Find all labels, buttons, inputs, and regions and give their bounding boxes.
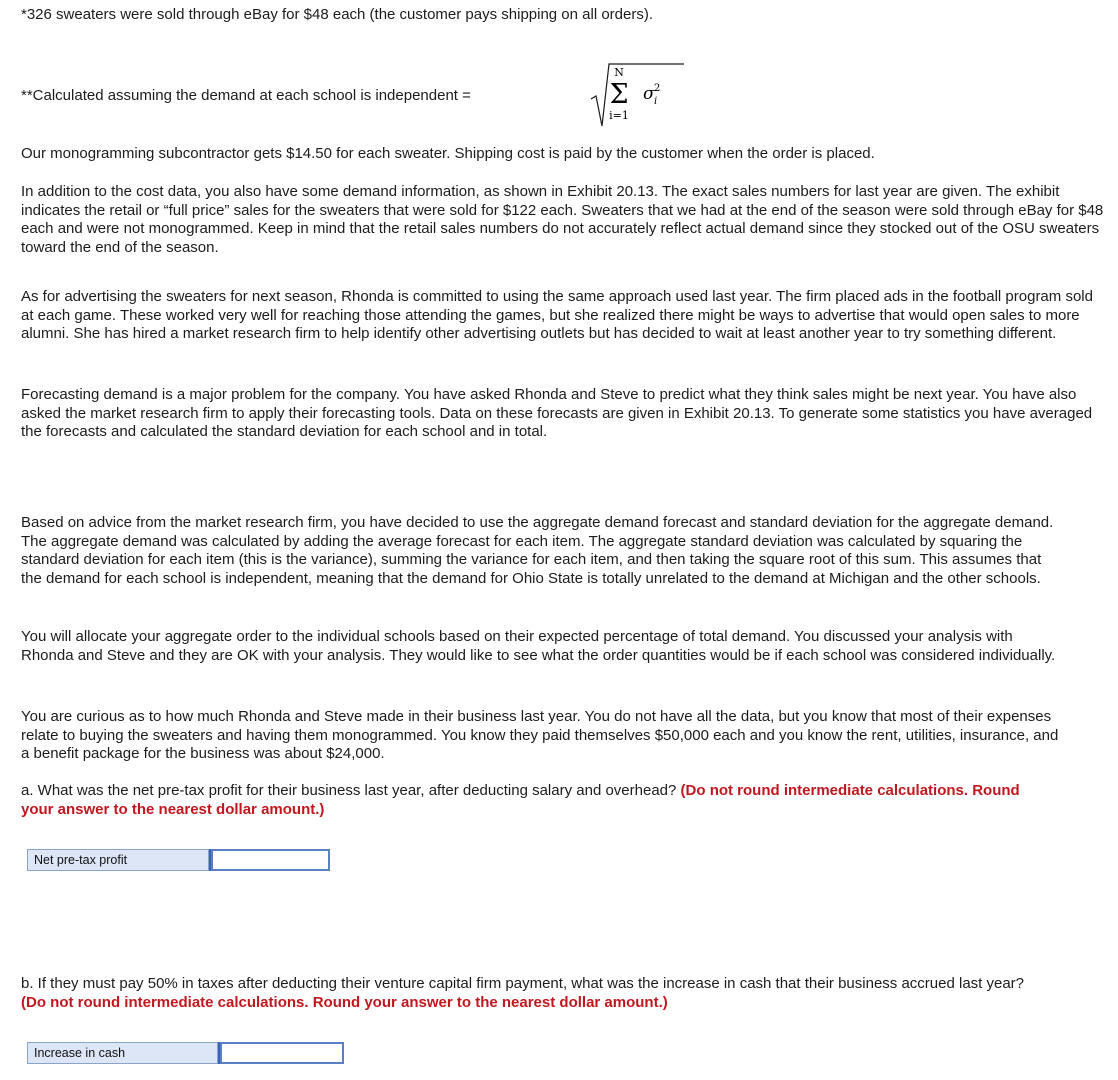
formula-upper-limit: N	[614, 66, 624, 79]
net-pretax-profit-label: Net pre-tax profit	[27, 849, 209, 871]
footnote-independence-label: **Calculated assuming the demand at each school is independent =	[21, 87, 471, 104]
paragraph-subcontractor: Our monogramming subcontractor gets $14.50 for each sweater. Shipping cost is paid by the customer when the order is placed.	[21, 145, 875, 162]
net-pretax-profit-row	[27, 849, 330, 871]
formula-exponent: 2	[654, 83, 661, 94]
sqrt-sum-variance-formula	[589, 60, 689, 130]
increase-in-cash-input[interactable]	[220, 1042, 344, 1064]
independence-footnote	[21, 60, 721, 130]
paragraph-demand-info: In addition to the cost data, you also have some demand information, as shown in Exhibit 20.13. The exact sales numbers for last year are given. The exhibit indicates the retail or “full price” sales for the sweaters that were sold for $122 each. Sweaters that we had at the end of the season were sold through eBay for $48 each and were not monogrammed. Keep in mind that the retail sales numbers do not accurately reflect actual demand since they stocked out of the OSU sweaters toward the end of the season.	[21, 183, 1104, 256]
question-a-text: a. What was the net pre-tax profit for their business last year, after deducting salary and overhead?	[21, 782, 681, 799]
paragraph-forecasting: Forecasting demand is a major problem for the company. You have asked Rhonda and Steve to predict what they think sales might be next year. You have also asked the market research firm to apply their forecasting tools. Data on these forecasts are given in Exhibit 20.13. To generate some statistics you have averaged the forecasts and calculated the standard deviation for each school and in total.	[21, 386, 1093, 440]
question-b-instruction: (Do not round intermediate calculations. Round your answer to the nearest dollar amount.)	[21, 993, 668, 1011]
svg-text:Σ: Σ	[609, 79, 629, 110]
formula-sigma: σ	[643, 84, 655, 104]
question-a-instruction: (Do not round intermediate calculations. Round your answer to the nearest dollar amount.)	[21, 782, 1020, 818]
footnote-ebay: *326 sweaters were sold through eBay for $48 each (the customer pays shipping on all orders).	[21, 6, 654, 23]
formula-subscript: i	[654, 96, 658, 107]
question-b	[21, 975, 1041, 1012]
increase-in-cash-label: Increase in cash	[27, 1042, 218, 1064]
question-a	[21, 782, 1021, 819]
paragraph-aggregate-demand: Based on advice from the market research firm, you have decided to use the aggregate demand forecast and standard deviation for the aggregate demand. The aggregate demand was calculated by adding the average forecast for each item. The aggregate standard deviation was calculated by squaring the standard deviation for each item (this is the variance), summing the variance for each item, and then taking the square root of this sum. This assumes that the demand for each school is independent, meaning that the demand for Ohio State is totally unrelated to the demand at Michigan and the other schools.	[21, 514, 1054, 587]
formula-lower-limit: i=1	[609, 109, 629, 122]
increase-in-cash-row	[27, 1042, 344, 1064]
paragraph-business-expenses: You are curious as to how much Rhonda and Steve made in their business last year. You do not have all the data, but you know that most of their expenses relate to buying the sweaters and having them monogrammed. You know they paid themselves $50,000 each and you know the rent, utilities, insurance, and a benefit package for the business was about $24,000.	[21, 708, 1059, 762]
question-b-text: b. If they must pay 50% in taxes after deducting their venture capital firm payment, what was the increase in cash that their business accrued last year?	[21, 975, 1025, 992]
paragraph-advertising: As for advertising the sweaters for next season, Rhonda is committed to using the same approach used last year. The firm placed ads in the football program sold at each game. These worked very well for reaching those attending the games, but she realized there might be ways to advertise that would open sales to more alumni. She has hired a market research firm to help identify other advertising outlets but has decided to wait at least another year to try something different.	[21, 288, 1093, 342]
paragraph-allocation: You will allocate your aggregate order to the individual schools based on their expected percentage of total demand. You discussed your analysis with Rhonda and Steve and they are OK with your analysis. They would like to see what the order quantities would be if each school was considered individually.	[21, 628, 1056, 664]
net-pretax-profit-input[interactable]	[211, 849, 330, 871]
